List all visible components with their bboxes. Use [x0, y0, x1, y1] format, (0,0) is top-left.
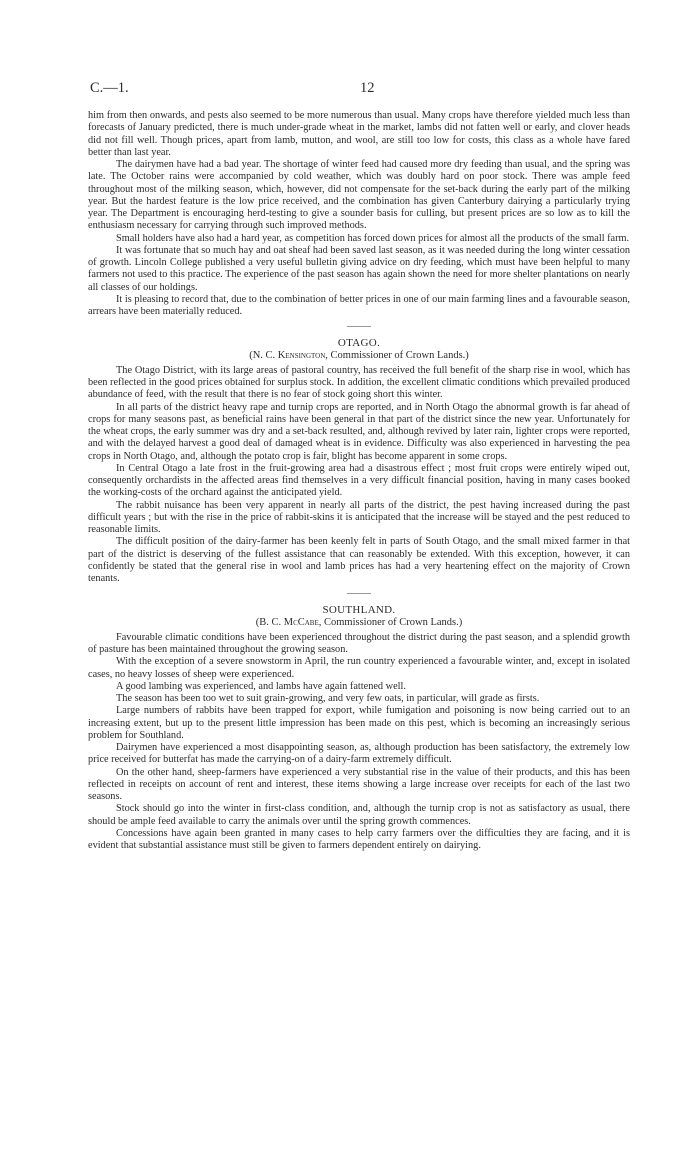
paragraph: In all parts of the district heavy rape and turnip crops are reported, and in North Otago the abnormal growth is far ahead of crops for many seasons past, as beneficial rains have been general in that part of the district since the new year. Unfortunately for the wheat crops, the early summer was dry and a set-back resulted, and, although revived by later rain, lighter crops were reported, and with the delayed harvest a good deal of damaged wheat is in evidence. Difficulty was also experienced in harvesting the pea crops in North Otago, and, although the potato crop is fair, blight has become apparent in some crops.: [88, 401, 630, 462]
section-divider: [347, 593, 371, 594]
section-byline-southland: [88, 617, 630, 629]
paragraph: On the other hand, sheep-farmers have experienced a very substantial rise in the value of their products, and this has been reflected in receipts on account of rent and interest, these items showing a large increase over receipts for each of the last two seasons.: [88, 766, 630, 802]
paragraph: Favourable climatic conditions have been experienced throughout the district during the past season, and a splendid growth of pasture has been maintained throughout the growing season.: [88, 631, 630, 655]
document-reference: C.—1.: [90, 80, 129, 96]
paragraph: Concessions have again been granted in many cases to help carry farmers over the difficulties they are facing, and it is evident that substantial assistance must still be given to farmers dependent entirely on dairying.: [88, 827, 630, 851]
paragraph: With the exception of a severe snowstorm in April, the run country experienced a favourable winter, and, except in isolated cases, no heavy losses of sheep were experienced.: [88, 656, 630, 680]
paragraph: Dairymen have experienced a most disappointing season, as, although production has been satisfactory, the extremely low price received for butterfat has made the carrying-on of a dairy-farm extremely difficult.: [88, 742, 630, 766]
paragraph: Stock should go into the winter in first-class condition, and, although the turnip crop is not as satisfactory as usual, there should be ample feed available to carry the animals over until the spring growth commences.: [88, 803, 630, 827]
commissioner-name: B. C. McCabe: [259, 616, 319, 628]
body-text: [88, 110, 630, 852]
page-header: [90, 80, 630, 100]
paragraph: In Central Otago a late frost in the fruit-growing area had a disastrous effect ; most fruit crops were entirely wiped out, consequently orchardists in the affected areas find themselves in a very difficult financial position, having in many cases booked the working-costs of the orchard against the anticipated yield.: [88, 462, 630, 499]
paragraph: The dairymen have had a bad year. The shortage of winter feed had caused more dry feeding than usual, and the spring was late. The October rains were accompanied by cold weather, which was doubly hard on poor stock. There was ample feed throughout most of the milking season, which, however, did not compensate for the set-back during the early part of the milking year. But the hardest feature is the low price received, and the combination has given Canterbury dairying a particularly trying year. The Department is encouraging herd-testing to give a sounder basis for culling, but present prices are so low as to kill the enthusiasm necessary for carrying through such improved methods.: [88, 159, 630, 232]
paragraph: A good lambing was experienced, and lambs have again fattened well.: [116, 680, 406, 692]
section-heading-otago: OTAGO.: [337, 337, 381, 350]
paragraph: It was fortunate that so much hay and oat sheaf had been saved last season, as it was needed during the long winter cessation of growth. Lincoln College published a very useful bulletin giving advice on dry feeding, which must have been helpful to many farmers not used to this practice. The experience of the past season has again shown the need for more shelter plantations on nearly all classes of our holdings.: [88, 244, 630, 293]
paragraph: him from then onwards, and pests also seemed to be more numerous than usual. Many crops have therefore yielded much less than forecasts of January predicted, there is much under-grade wheat in the market, lambs did not fatten well or early, and clover heads did not fill well. Though prices, apart from lamb, mutton, and wool, are still too low for costs, this class as a whole have fared better than last year.: [88, 110, 630, 158]
commissioner-role: , Commissioner of Crown Lands.): [318, 616, 463, 628]
paragraph: Small holders have also had a hard year, as competition has forced down prices for almost all the products of the small farm.: [116, 232, 630, 244]
commissioner-name: N. C. Kensington: [252, 349, 326, 361]
paragraph: The difficult position of the dairy-farmer has been keenly felt in parts of South Otago, and the small mixed farmer in that part of the district is deserving of the fullest assistance that can reasonably be extended. With this exception, however, it can confidently be stated that the general rise in wool and lamb prices has had a very heartening effect on the majority of Crown tenants.: [88, 536, 630, 584]
paragraph: Large numbers of rabbits have been trapped for export, while fumigation and poisoning is now being carried out to an increasing extent, but up to the present little impression has been made on this pest, which is becoming an increasingly serious problem for Southland.: [88, 705, 630, 741]
byline-open: (: [249, 349, 253, 361]
section-heading-southland: SOUTHLAND.: [322, 604, 396, 617]
section-divider: [347, 326, 371, 327]
paragraph: It is pleasing to record that, due to the combination of better prices in one of our main farming lines and a favourable season, arrears have been materially reduced.: [88, 293, 630, 317]
commissioner-role: , Commissioner of Crown Lands.): [325, 349, 469, 361]
page-number: 12: [360, 80, 375, 96]
section-byline-otago: [88, 350, 630, 362]
byline-open: (: [255, 616, 260, 628]
paragraph: The season has been too wet to suit grain-growing, and very few oats, in particular, will grade as firsts.: [116, 693, 540, 704]
paragraph: The rabbit nuisance has been very apparent in nearly all parts of the district, the pest having increased during the past difficult years ; but with the rise in the price of rabbit-skins it is anticipated that the increase will be stayed and the pest reduced to reasonable limits.: [88, 499, 630, 535]
paragraph: The Otago District, with its large areas of pastoral country, has received the full benefit of the sharp rise in wool, which has been reflected in the good prices obtained for surplus stock. In addition, the excellent climatic conditions which prevailed produced abundance of feed, with the result that there is no fear of stock going short this winter.: [88, 364, 630, 401]
